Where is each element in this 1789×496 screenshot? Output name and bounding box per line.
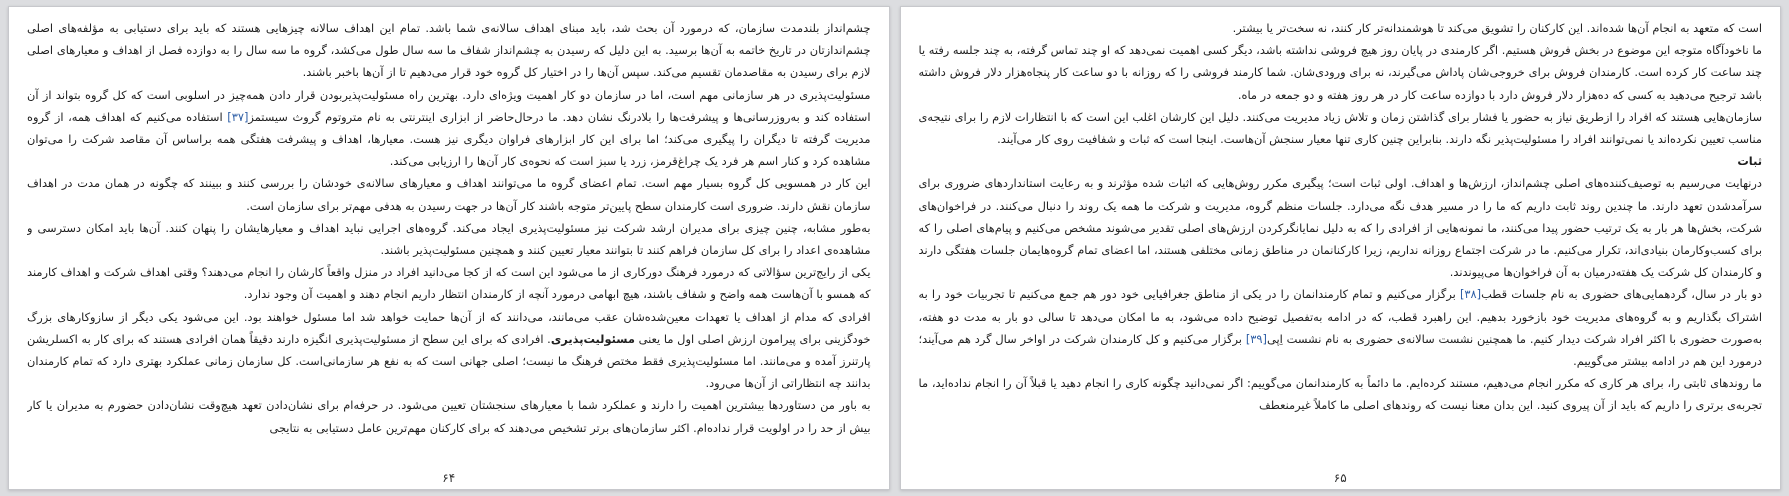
paragraph: به‌طور مشابه، چنین چیزی برای مدیران ارشد شرکت نیز مسئولیت‌پذیری ایجاد می‌کند. گروه‌های اجرایی نباید اهداف و معیارهایشان را پنهان کنند. آن‌ها باید امکان دسترسی و مشاهده‌ی اعداد را برای کل سازمان فراهم کنند تا بتوانند معیار تعیین کنند و همچنین مسئولیت‌پذیر باشند.	[27, 220, 871, 258]
paragraph: ما ناخودآگاه متوجه این موضوع در بخش فروش هستیم. اگر کارمندی در پایان روز هیچ فروشی نداشته باشد، دیگر کسی اهمیت نمی‌دهد که او چند تماس گرفته، به چند جلسه رفته یا چند ساعت کار کرده است. کارمندان فروش برای خروجی‌شان پاداش می‌گیرند، نه برای ورودی‌شان. شما کارمند فروشی را که روزانه با دو ساعت کار پنجاه‌هزار دلار فروش داشته باشد ترجیح می‌دهید به کسی که ده‌هزار دلار فروش دارد با دوازده ساعت کار در هر روز هفته و دو جمعه در ماه.	[918, 43, 1762, 102]
paragraph: است که متعهد به انجام آن‌ها شده‌اند. این کارکنان را تشویق می‌کند تا هوشمندانه‌تر کار کنند، نه سخت‌تر یا بیشتر.	[1232, 21, 1762, 35]
citation-link[interactable]: [۳۹]	[1245, 331, 1267, 346]
paragraph: یکی از رایج‌ترین سؤالاتی که درمورد فرهنگ دورکاری از ما می‌شود این است که از کجا می‌دانید افراد در منزل واقعاً کارشان را انجام می‌دهند؟ وقتی اهداف شرکت و اهداف کارمند که همسو با آن‌هاست همه واضح و شفاف باشند، هیچ ابهامی درمورد آنچه از کارمندان انتظار داریم انجام دهند و اهمیت آن وجود ندارد.	[27, 265, 871, 302]
citation-link[interactable]: [۳۷]	[227, 109, 249, 124]
page-left-body	[27, 17, 871, 455]
paragraph: مسئولیت‌پذیری در هر سازمانی مهم است، اما در سازمان دو کار اهمیت ویژه‌ای دارد. بهترین راه مسئولیت‌پذیربودن قرار دادن همه‌چیز در اسلوبی است که کل گروه بتواند از آن استفاده کند و به‌روزرسانی‌ها و پیشرفت‌ها را بلادرنگ نشان دهد. ما درحال‌حاضر از ابزاری اینترنتی به نام متروتوم گروث سیستمز[۳۷] استفاده می‌کنیم که اهداف همه، از گروه مدیریت گرفته تا دیگران را پیگیری می‌کند؛ اما برای این کار ابزارهای فراوان دیگری نیز هست. معیارها، اهداف و پیشرفت هفتگی همه براساس آن مقاصد شرکت را می‌توان مشاهده کرد و کنار اسم هر فرد یک چراغ‌قرمز، زرد یا سبز است که نحوه‌ی کار آن‌ها را ارزیابی می‌کند.	[27, 87, 871, 169]
paragraph: ما روندهای ثابتی را، برای هر کاری که مکرر انجام می‌دهیم، مستند کرده‌ایم. ما دائماً به کارمندانمان می‌گوییم: اگر نمی‌دانید چگونه کاری را انجام دهید یا قبلاً آن را انجام نداده‌اید، ما تجربه‌ی برتری را داریم که باید از آن پیروی کنید. این بدان معنا نیست که روندهای اصلی ما کاملاً غیرمنعطف	[918, 376, 1762, 413]
paragraph: این کار در همسویی کل گروه بسیار مهم است. تمام اعضای گروه ما می‌توانند اهداف و معیارهای سالانه‌ی خودشان را بررسی کنند و ببینند که چگونه در همان مدت در اهداف سازمان نقش دارند. ضروری است کارمندان سطح پایین‌تر متوجه باشند کار آن‌ها در جهت رسیدن به هدفی مهم‌تر برای سازمان است.	[27, 176, 871, 213]
paragraph: سازمان‌هایی هستند که افراد را ازطریق نیاز به حضور یا فشار برای گذاشتن زمان و تلاش زیاد مدیریت می‌کنند. دلیل این کارشان اغلب این است که با انتظارات لازم را برای نتیجه‌ی مناسب تعیین نکرده‌اند یا نمی‌توانند افراد را مسئولیت‌پذیر نگه دارند. بنابراین چنین کاری تنها معیار سنجش آن‌هاست. اینجا است که ثبات و شفافیت روی کار می‌آیند.	[918, 109, 1762, 147]
page-number: ۶۴	[442, 471, 456, 485]
paragraph: دو بار در سال، گردهمایی‌های حضوری به نام جلسات قطب[۳۸] برگزار می‌کنیم و تمام کارمندانمان را در یکی از مناطق جغرافیایی خود دور هم جمع می‌کنیم تا تجربیات خود را به اشتراک بگذاریم و به گروه‌های مدیریت خود بازخورد بدهیم. این راهبرد قطب، که در ادامه به‌تفصیل توضیح داده می‌شود، به ما امکان می‌دهد تا سالی دو بار به مدت دو هفته، به‌صورت حضوری با اکثر افراد شرکت دیدار کنیم. ما همچنین نشست سالانه‌ی حضوری به نام نشست اِپی[۳۹] برگزار می‌کنیم و کل کارمندان شرکت در اواخر سال گرد هم می‌آیند؛ درمورد این هم در ادامه بیشتر می‌گوییم.	[918, 287, 1762, 369]
paragraph: چشم‌انداز بلندمدت سازمان، که درمورد آن بحث شد، باید مبنای اهداف سالانه‌ی شما باشد. تمام این اهداف سالانه چیزهایی هستند که باید برای دستیابی به مؤلفه‌های اصلی چشم‌اندازتان در تاریخ خاتمه به آن‌ها برسید. به این دلیل که رسیدن به چشم‌انداز شفاف ما سه سال طول می‌کشد، گروه ما سه سال را به دوازده فصل از اهداف و معیارهای اصلی لازم برای رسیدن به مقاصدمان تقسیم می‌کند. سپس آن‌ها را در اختیار کل گروه خود قرار می‌دهیم تا از آن‌ها باخبر باشند.	[27, 21, 871, 80]
section-heading: ثبات	[1737, 154, 1762, 169]
page-number: ۶۵	[1333, 471, 1347, 485]
paragraph: افرادی که مدام از اهداف یا تعهدات معین‌شده‌شان عقب می‌مانند، می‌دانند که از آن‌ها حمایت خواهد شد اما مسئول خواهند بود. این می‌شود یکی دیگر از سازوکارهای بزرگ خودگزینی برای پیرامون ارزش اصلی اول ما یعنی مسئولیت‌پذیری. افرادی که برای این سطح از مسئولیت‌پذیری انگیزه دارند دقیقاً همان افرادی هستند که برای کار به اکسلریشن پارتنرز آمده و می‌مانند. اما مسئولیت‌پذیری فقط مختص فرهنگ ما نیست؛ اصلی جهانی است که به نفع هر سازمانی‌است. کل سازمان زمانی عملکرد بهتری دارد که تمام کارمندان بدانند چه انتظاراتی از آن‌ها می‌رود.	[27, 309, 871, 391]
page-right	[900, 6, 1782, 490]
paragraph: درنهایت می‌رسیم به توصیف‌کننده‌های اصلی چشم‌انداز، ارزش‌ها و اهداف. اولی ثبات است؛ پیگیری مکرر روش‌هایی که اثبات شده مؤثرند و به رعایت استانداردهای ضروری برای سرآمدشدن تعهد دارند. ما چندین روند ثابت داریم که ما را در مسیر هدف نگه می‌دارد. جلسات منظم گروه، مدیریت و شرکت ما همه یک روند را دنبال می‌کنند. در فراخوان‌های شرکت، بخش‌ها هر بار به یک ترتیب حضور پیدا می‌کنند، ما نمونه‌هایی از افرادی را که به دلیل نمایانگرکردن ارزش‌های اصلی تقدیر می‌شوند مشخص می‌کنیم و پیام‌های اصلی را که برای کسب‌وکارمان بنیادی‌اند، تکرار می‌کنیم. ما در شرکت اجتماع روزانه نداریم، زیرا کارکنانمان در مناطق زمانی مختلفی هستند، اما اعضای تمام گروه‌هایمان جلسات هفتگی دارند و کارمندان کل شرکت یک هفته‌درمیان به آن فراخوان‌ها می‌پیوندند.	[918, 176, 1762, 280]
page-right-body	[919, 17, 1763, 455]
paragraph: به باور من دستاوردها بیشترین اهمیت را دارند و عملکرد شما با معیارهای سنجشتان تعیین می‌شود. در حرفه‌ام برای نشان‌دادن تعهد هیچ‌وقت نشان‌دادن حضورم به مدیران یا کار بیش از حد را در اولویت قرار نداده‌ام. اکثر سازمان‌های برتر تشخیص می‌دهند که برای کارکنان مهم‌ترین عامل دستیابی به نتایجی	[27, 398, 871, 435]
page-left	[8, 6, 890, 490]
bold-term: مسئولیت‌پذیری	[550, 331, 635, 346]
citation-link[interactable]: [۳۸]	[1459, 287, 1482, 302]
